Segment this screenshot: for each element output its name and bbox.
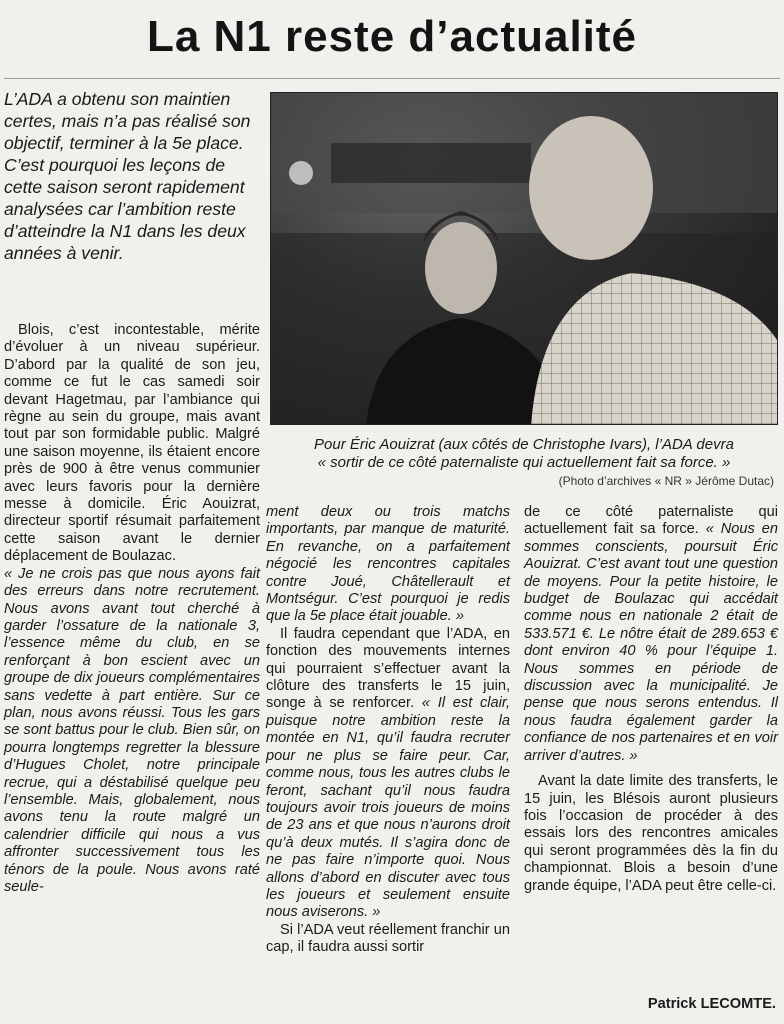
body-paragraph [524,504,778,765]
article-headline: La N1 reste d’actualité [146,12,638,61]
body-column-3 [524,504,778,895]
body-column-2 [266,504,510,957]
article-photo [270,92,778,425]
caption-line-2: « sortir de ce côté paternaliste qui actuellement fait sa force. » [317,454,731,471]
photo-illustration [271,93,778,425]
body-quote: « Je ne crois pas que nous ayons fait des erreurs dans notre recrutement. Nous avons avant tout cherché à garder l’ossature de la nationale 3, l’essence même du club, en se renforçant à bon escient avec un groupe de dix joueurs complémentaires sans vedette à part entière. Sur ce plan, nous avons réussi. Tous les gars se sont battus pour le club. Bien sûr, on pourra longtemps regretter la blessure d’Hugues Cholet, notre principale recrue, qui a déstabilisé quelque peu l’ensemble. Mais, globalement, nous avons tenu la route malgré un calendrier difficile qui nous a vus affronter successivement tous les ténors de la poule. Nous avons raté seule- [4,565,260,895]
article-author: Patrick LECOMTE. [647,996,776,1012]
photo-credit: (Photo d’archives « NR » Jérôme Dutac) [558,474,774,488]
body-text: de ce côté paternaliste qui actuellement fait sa force. [524,504,778,538]
body-paragraph: Blois, c’est incontestable, mérite d’évoluer à un niveau supérieur. D’abord par la qualité de son jeu, comme ce fut le cas samedi soir devant Hagetmau, par l’ambiance qui règne au sein du groupe, mais avant tout par son formidable public. Malgré une saison moyenne, ils étaient encore près de 900 à être venus communier avec leurs favoris pour la dernière messe à domicile. Éric Aouizrat, directeur sportif résumait parfaitement cette saison avant le dernier déplacement de Boulazac. [4,322,260,565]
headline-divider [4,78,780,79]
caption-line-1: Pour Éric Aouizrat (aux côtés de Christophe Ivars), l’ADA devra [314,436,734,453]
body-paragraph: Avant la date limite des transferts, le 15 juin, les Blésois auront plusieurs fois l’occasion de procéder à des essais lors des rencontres amicales qui seront programmées dès la fin du championnat. Blois a besoin d’une grande équipe, l’ADA peut être celle-ci. [524,773,778,894]
body-text: Il faudra cependant que l’ADA, en fonction des mouvements internes qui pourraient s’effectuer avant la clôture des transferts le 15 juin, songe à se renforcer. [266,625,510,712]
photo-caption [270,436,778,472]
body-paragraph [266,626,510,922]
body-paragraph: Si l’ADA veut réellement franchir un cap, il faudra aussi sortir [266,921,510,956]
body-quote: « Nous en sommes conscients, poursuit Éric Aouizrat. C’est avant tout une question de moyens. Pour la petite histoire, le budget de Boulazac qui accédait comme nous en nationale 2 était de 533.571 €. Le nôtre était de 289.653 € dont environ 40 % pour l’équipe 1. Nous sommes en période de discussion avec la municipalité. Je pense que nous serons entendus. Il nous faudra également garder la confiance de nos partenaires et en voir arriver d’autres. » [524,521,778,764]
body-column-1 [4,322,260,896]
body-quote: ment deux ou trois matchs importants, par manque de maturité. En revanche, on a parfaitement négocié les rencontres capitales contre Joué, Châtellerault et Montségur. C’est pourquoi je redis que la 5e place était jouable. » [266,504,510,625]
article-lead: L’ADA a obtenu son maintien certes, mais n’a pas réalisé son objectif, terminer à la 5e place. C’est pourquoi les leçons de cette saison seront rapidement analysées car l’ambition reste d’atteindre la N1 dans les deux années à venir. [4,89,251,263]
body-quote: « Il est clair, puisque notre ambition reste la montée en N1, qu’il faudra recruter pour ne plus se faire peur. Car, comme nous, tous les autres clubs le feront, sachant qu’il nous faudra toujours avoir trois joueurs de moins de 23 ans et que nous n’aurons droit qu’à deux mutés. Il s’agira donc de ne pas faire n’importe quoi. Nous allons d’abord en discuter avec tous les joueurs et seulement ensuite nous aviserons. » [266,695,511,921]
